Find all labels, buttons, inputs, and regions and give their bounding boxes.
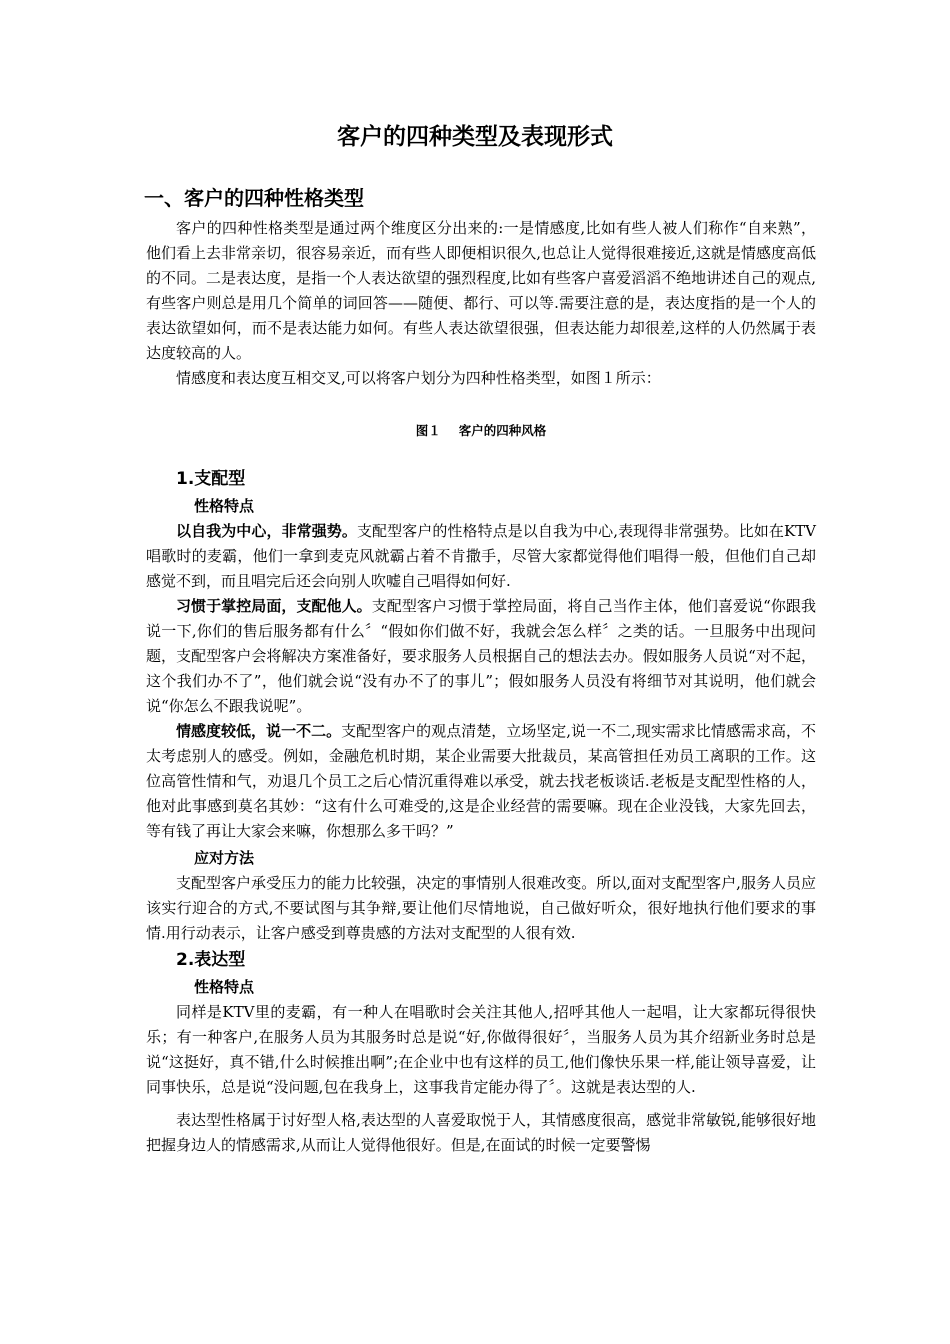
- figure-caption: [146, 421, 816, 441]
- paragraph-expressive-description: 表达型性格属于讨好型人格,表达型的人喜爱取悦于人，其情感度很高，感觉非常敏锐,能够很好地把握身边人的情感需求,从而让人觉得他很好。但是,在面试的时候一定要警惕: [146, 1111, 816, 1154]
- document-body: [146, 216, 816, 1158]
- subsection-heading-dominant: 1.支配型: [176, 469, 246, 489]
- trait-paragraph: [146, 719, 816, 844]
- trait-paragraph: [146, 594, 816, 719]
- trait-text: 支配型客户的性格特点是以自我为中心,表现得非常强势。比如在KTV唱歌时的麦霸，他们一拿到麦克风就霸占着不肯撒手，尽管大家都觉得他们唱得一般，但他们自己却感觉不到，而且唱完后还会向别人吹嘘自己唱得如何好.: [146, 522, 816, 590]
- traits-heading-dominant: 性格特点: [194, 497, 255, 515]
- paragraph-expressive-example: 同样是KTV里的麦霸，有一种人在唱歌时会关注其他人,招呼其他人一起唱，让大家都玩得很快乐；有一种客户,在服务人员为其服务时总是说“好,你做得很好〞，当服务人员为其介绍新业务时总是说“这挺好，真不错,什么时候推出啊”;在企业中也有这样的员工,他们像快乐果一样,能让领导喜爱，让同事快乐，总是说“没问题,包在我身上，这事我肯定能办得了〞。这就是表达型的人.: [146, 1003, 816, 1096]
- trait-lead: 习惯于掌控局面，支配他人。: [176, 597, 372, 615]
- trait-lead: 以自我为中心，非常强势。: [176, 522, 357, 540]
- traits-heading-expressive: 性格特点: [194, 978, 255, 996]
- trait-lead: 情感度较低，说一不二。: [176, 722, 342, 740]
- paragraph-four-types: 情感度和表达度互相交叉,可以将客户划分为四种性格类型，如图１所示：: [176, 369, 661, 387]
- document-title: 客户的四种类型及表现形式: [337, 124, 613, 150]
- method-paragraph-dominant: 支配型客户承受压力的能力比较强，决定的事情别人很难改变。所以,面对支配型客户,服务人员应该实行迎合的方式,不要试图与其争辩,要让他们尽情地说，自己做好听众，很好地执行他们要求的事情.用行动表示，让客户感受到尊贵感的方法对支配型的人很有效.: [146, 874, 816, 942]
- trait-paragraph: [146, 519, 816, 594]
- method-heading-dominant: 应对方法: [194, 849, 255, 867]
- figure-caption-label: 图１: [415, 423, 441, 438]
- section-heading-personality-types: 一、客户的四种性格类型: [144, 186, 364, 210]
- subsection-heading-expressive: 2.表达型: [176, 950, 246, 970]
- trait-text: 支配型客户习惯于掌控局面，将自己当作主体，他们喜爱说“你跟我说一下,你们的售后服务都有什么〞“假如你们做不好，我就会怎么样〞之类的话。一旦服务中出现问题，支配型客户会将解决方案准备好，要求服务人员根据自己的想法去办。假如服务人员说“对不起，这个我们办不了”，他们就会说“没有办不了的事儿”；假如服务人员没有将细节对其说明，他们就会说“你怎么不跟我说呢”。: [146, 597, 816, 715]
- figure-caption-text: 客户的四种风格: [458, 423, 547, 438]
- paragraph-dimensions: 客户的四种性格类型是通过两个维度区分出来的:一是情感度,比如有些人被人们称作“自来熟”，他们看上去非常亲切，很容易亲近，而有些人即便相识很久,也总让人觉得很难接近,这就是情感度高低的不同。二是表达度，是指一个人表达欲望的强烈程度,比如有些客户喜爱滔滔不绝地讲述自己的观点,有些客户则总是用几个简单的词回答——随便、都行、可以等.需要注意的是，表达度指的是一个人的表达欲望如何，而不是表达能力如何。有些人表达欲望很强，但表达能力却很差,这样的人仍然属于表达度较高的人。: [146, 219, 816, 362]
- trait-text: 支配型客户的观点清楚，立场坚定,说一不二,现实需求比情感需求高，不太考虑别人的感受。例如，金融危机时期，某企业需要大批裁员，某高管担任劝员工离职的工作。这位高管性情和气，劝退几个员工之后心情沉重得难以承受，就去找老板谈话.老板是支配型性格的人，他对此事感到莫名其妙：“这有什么可难受的,这是企业经营的需要嘛。现在企业没钱，大家先回去，等有钱了再让大家会来嘛，你想那么多干吗？”: [146, 722, 816, 840]
